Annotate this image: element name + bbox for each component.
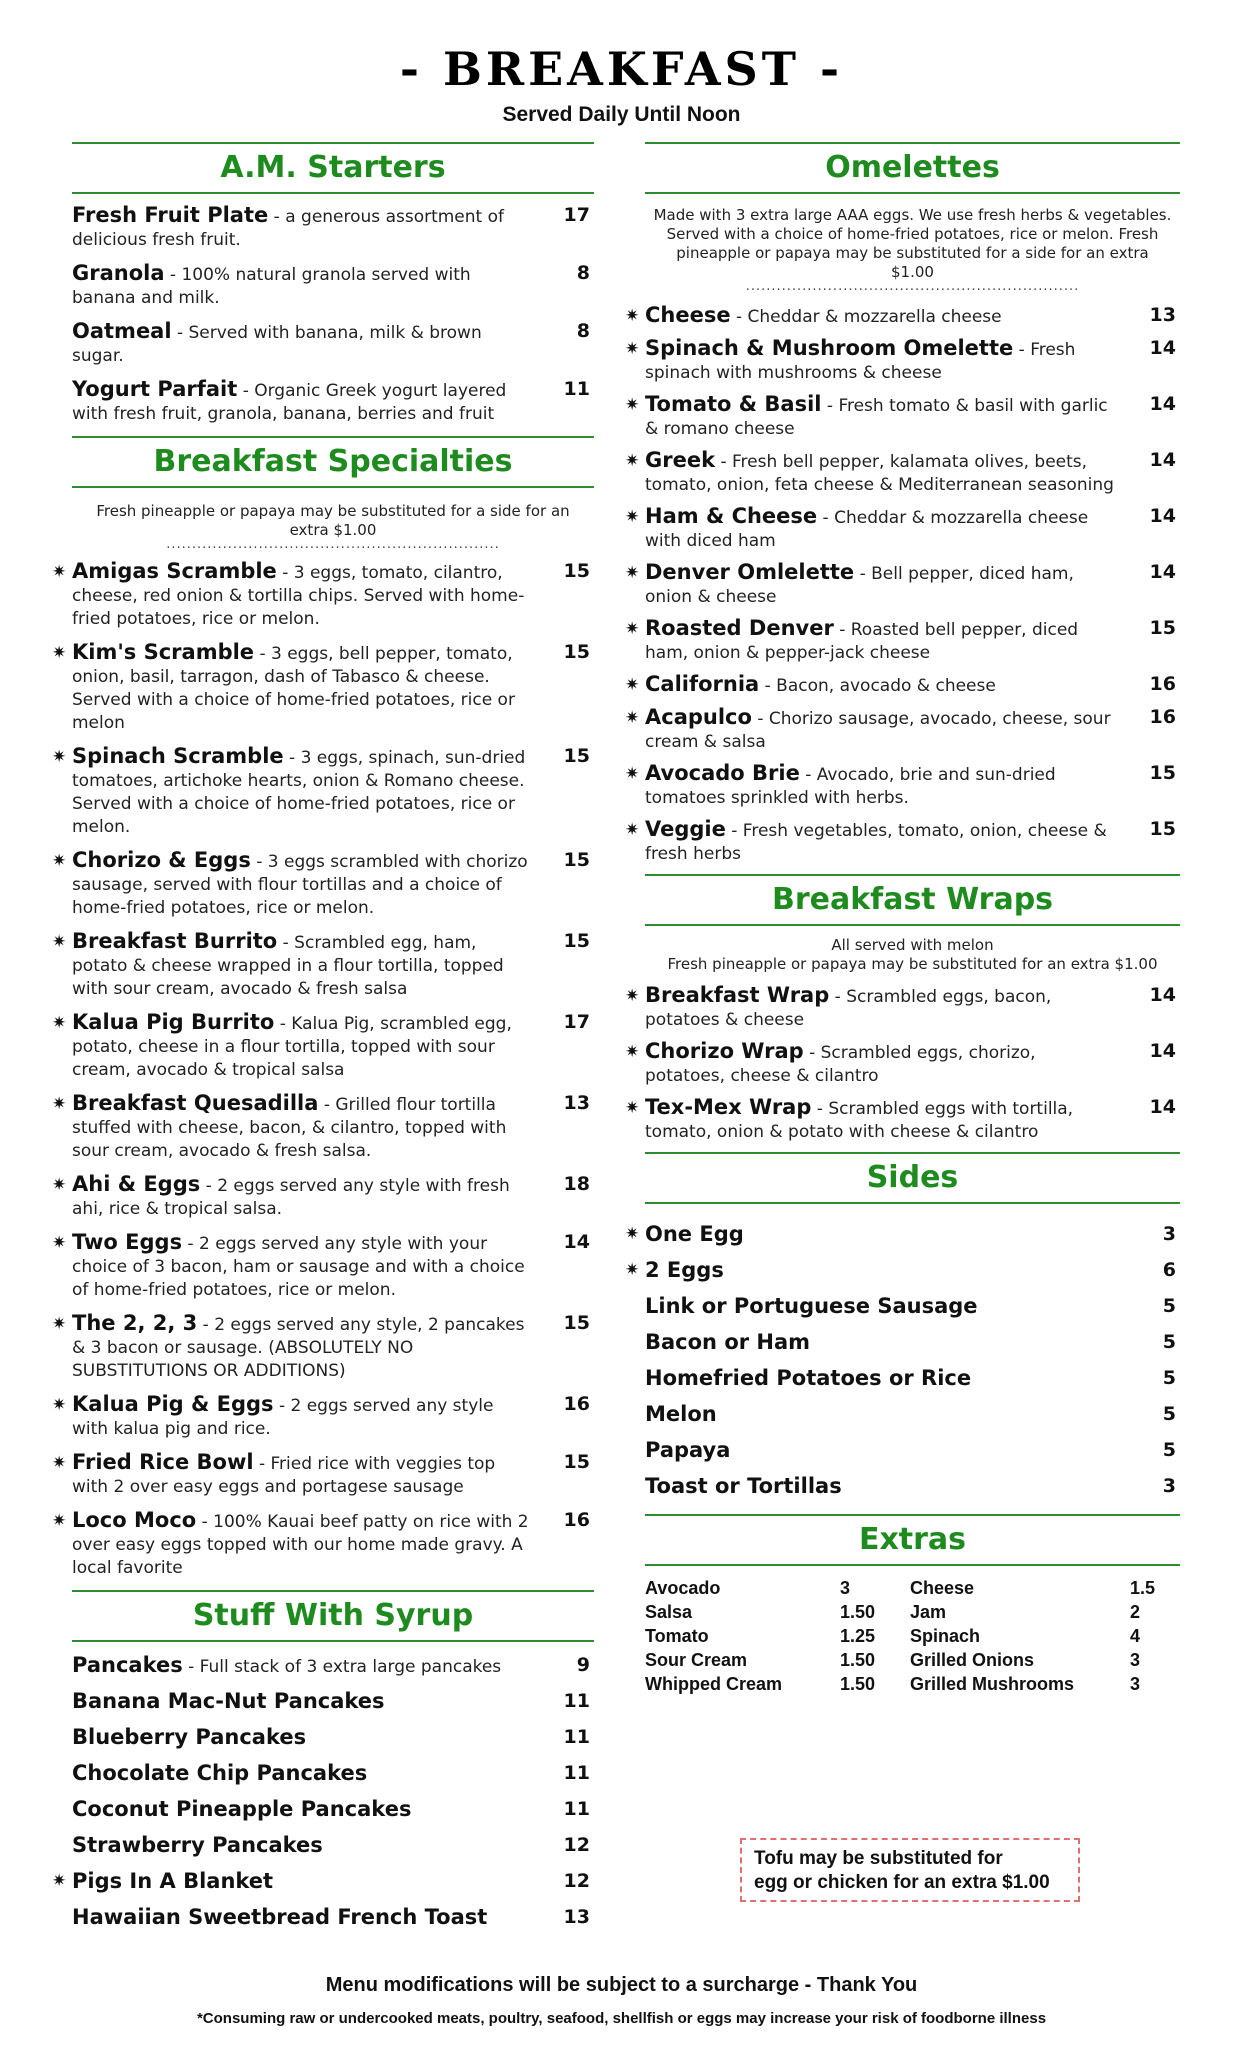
star-icon: ✷: [52, 1013, 67, 1033]
item-desc: - Fresh tomato & basil with garlic & romano cheese: [645, 396, 1108, 439]
extra-name: Salsa: [645, 1602, 693, 1622]
menu-item: [72, 378, 594, 426]
item-price: 15: [563, 849, 590, 871]
tofu-note-line: egg or chicken for an extra $1.00: [754, 1872, 1050, 1893]
item-desc: - Cheddar & mozzarella cheese with diced ham: [645, 508, 1089, 551]
omelettes-list: [625, 298, 1180, 866]
item-name: Acapulco: [645, 705, 752, 729]
menu-item: [625, 1216, 1180, 1252]
menu-item: [72, 262, 594, 310]
star-icon: ✷: [625, 339, 640, 359]
item-desc: - 100% natural granola served with banana and milk.: [72, 265, 471, 308]
item-price: 11: [563, 1690, 590, 1712]
item-price: 14: [563, 1231, 590, 1253]
item-price: 11: [563, 1798, 590, 1820]
star-icon: ✷: [625, 306, 640, 326]
extra-price: 2: [1130, 1602, 1141, 1622]
item-price: 13: [563, 1092, 590, 1114]
extra-name: Spinach: [910, 1626, 981, 1646]
item-price: 3: [1162, 1223, 1176, 1245]
item-price: 3: [1162, 1475, 1176, 1497]
health-warning: *Consuming raw or undercooked meats, poultry, seafood, shellfish or eggs may increase your risk of foodborne illness: [196, 2010, 1047, 2027]
wraps-note-1: All served with melon: [831, 936, 994, 954]
item-name: Granola: [72, 261, 165, 285]
extra-price: 1.50: [840, 1602, 876, 1622]
syrup-list: [52, 1642, 594, 1935]
item-price: 11: [563, 1762, 590, 1784]
star-icon: ✷: [625, 1098, 640, 1118]
item-name: 2 Eggs: [645, 1258, 724, 1282]
star-icon: ✷: [625, 708, 640, 728]
item-name: Cheese: [645, 303, 731, 327]
extra-price: 4: [1130, 1626, 1141, 1646]
item-name: Pancakes: [72, 1653, 183, 1677]
menu-item: [52, 1863, 594, 1899]
menu-item: [52, 640, 594, 735]
item-price: 5: [1162, 1403, 1176, 1425]
item-name: Roasted Denver: [645, 616, 834, 640]
item-name: Tomato & Basil: [645, 392, 822, 416]
item-desc: - 2 eggs served any style with kalua pig and rice.: [72, 1396, 494, 1439]
menu-item: [52, 929, 594, 1001]
item-name: Tex-Mex Wrap: [645, 1095, 812, 1119]
menu-item: [625, 616, 1180, 665]
item-desc: - Chorizo sausage, avocado, cheese, sour cream & salsa: [645, 709, 1111, 752]
wraps-list: [625, 974, 1180, 1144]
item-desc: - Bell pepper, diced ham, onion & cheese: [645, 564, 1074, 607]
item-desc: - Bacon, avocado & cheese: [759, 676, 996, 696]
extra-name: Whipped Cream: [645, 1674, 783, 1694]
star-icon: ✷: [625, 507, 640, 527]
menu-item: [52, 1508, 594, 1580]
specialties-list: [52, 556, 594, 1580]
item-name: Kalua Pig Burrito: [72, 1010, 275, 1034]
menu-subtitle: Served Daily Until Noon: [502, 103, 741, 126]
item-desc: - Cheddar & mozzarella cheese: [730, 307, 1002, 327]
item-price: 15: [563, 560, 590, 582]
item-price: 5: [1162, 1295, 1176, 1317]
dotted-divider: .................................................................: [745, 282, 1080, 292]
omelettes-heading: Omelettes: [645, 142, 1180, 194]
item-price: 14: [1149, 561, 1176, 583]
item-desc: - 2 eggs served any style with your choice of 3 bacon, ham or sausage and with a choice of home-fried potatoes, rice or melon.: [72, 1234, 525, 1300]
item-name: Chocolate Chip Pancakes: [72, 1761, 368, 1785]
extra-name: Sour Cream: [645, 1650, 748, 1670]
item-price: 5: [1162, 1331, 1176, 1353]
item-name: Veggie: [645, 817, 726, 841]
item-name: Ahi & Eggs: [72, 1172, 201, 1196]
extra-price: 3: [1130, 1650, 1141, 1670]
item-price: 17: [563, 1011, 590, 1033]
star-icon: ✷: [52, 747, 67, 767]
item-name: Denver Omlelette: [645, 560, 855, 584]
item-name: Breakfast Quesadilla: [72, 1091, 319, 1115]
item-price: 14: [1149, 393, 1176, 415]
item-price: 11: [563, 1726, 590, 1748]
star-icon: ✷: [625, 563, 640, 583]
omelettes-note: Made with 3 extra large AAA eggs. We use fresh herbs & vegetables. Served with a choice of home-fried potatoes, rice or melon. Fresh pineapple or papaya may be substituted for a side for an extra $1.00: [653, 206, 1172, 281]
right-column: [625, 142, 1180, 1696]
item-desc: - Scrambled eggs, chorizo, potatoes, cheese & cilantro: [645, 1043, 1036, 1086]
extra-price: 3: [1130, 1674, 1141, 1694]
item-price: 15: [563, 641, 590, 663]
menu-item: [625, 817, 1180, 866]
left-column: [52, 142, 594, 1935]
item-desc: - Fried rice with veggies top with 2 over easy eggs and portagese sausage: [72, 1454, 496, 1497]
item-desc: - Avocado, brie and sun-dried tomatoes sprinkled with herbs.: [645, 765, 1056, 808]
star-icon: ✷: [52, 1511, 67, 1531]
item-price: 14: [1149, 984, 1176, 1006]
menu-item: [72, 1827, 594, 1863]
item-name: Two Eggs: [72, 1230, 183, 1254]
menu-item: [52, 744, 594, 839]
item-name: Ham & Cheese: [645, 504, 818, 528]
item-price: 5: [1162, 1439, 1176, 1461]
item-desc: - 100% Kauai beef patty on rice with 2 over easy eggs topped with our home made gravy. A local favorite: [72, 1512, 529, 1578]
menu-item: [645, 1288, 1180, 1324]
item-price: 12: [563, 1870, 590, 1892]
menu-item: [645, 1432, 1180, 1468]
menu-item: [625, 1252, 1180, 1288]
item-name: Bacon or Ham: [645, 1330, 811, 1354]
item-name: Toast or Tortillas: [645, 1474, 842, 1498]
item-name: Papaya: [645, 1438, 731, 1462]
extra-price: 3: [840, 1578, 851, 1598]
menu-item: [52, 1010, 594, 1082]
item-name: Kim's Scramble: [72, 640, 255, 664]
item-price: 14: [1149, 337, 1176, 359]
menu-item: [645, 1360, 1180, 1396]
item-price: 18: [563, 1173, 590, 1195]
menu-item: [52, 1172, 594, 1221]
item-name: Spinach Scramble: [72, 744, 284, 768]
specialties-note: Fresh pineapple or papaya may be substituted for a side for an extra $1.00: [96, 502, 570, 539]
item-price: 15: [563, 745, 590, 767]
item-price: 14: [1149, 1040, 1176, 1062]
menu-item: [625, 1039, 1180, 1088]
item-desc: - 2 eggs served any style with fresh ahi, rice & tropical salsa.: [72, 1176, 510, 1219]
menu-item: [52, 1392, 594, 1441]
item-price: 16: [563, 1393, 590, 1415]
item-desc: - Full stack of 3 extra large pancakes: [182, 1657, 502, 1677]
item-desc: - Fresh vegetables, tomato, onion, cheese & fresh herbs: [645, 821, 1107, 864]
item-price: 17: [563, 204, 590, 226]
item-name: The 2, 2, 3: [72, 1311, 198, 1335]
item-price: 14: [1149, 505, 1176, 527]
menu-item: [52, 559, 594, 631]
item-name: Melon: [645, 1402, 717, 1426]
item-name: Spinach & Mushroom Omelette: [645, 336, 1014, 360]
item-price: 8: [576, 320, 590, 342]
item-desc: - Kalua Pig, scrambled egg, potato, cheese in a flour tortilla, topped with sour cream, avocado & tropical salsa: [72, 1014, 512, 1080]
menu-item: [625, 761, 1180, 810]
star-icon: ✷: [625, 820, 640, 840]
item-name: Strawberry Pancakes: [72, 1833, 323, 1857]
item-name: Greek: [645, 448, 716, 472]
item-price: 6: [1162, 1259, 1176, 1281]
item-price: 9: [576, 1654, 590, 1676]
star-icon: ✷: [52, 1395, 67, 1415]
star-icon: ✷: [625, 764, 640, 784]
menu-item: [625, 392, 1180, 441]
am-starters-list: [72, 194, 594, 426]
star-icon: ✷: [625, 986, 640, 1006]
item-desc: - Grilled flour tortilla stuffed with cheese, bacon, & cilantro, topped with sour cream, avocado & fresh salsa.: [72, 1095, 507, 1161]
item-price: 16: [1149, 673, 1176, 695]
item-price: 8: [576, 262, 590, 284]
menu-item: [52, 1091, 594, 1163]
item-desc: - 3 eggs scrambled with chorizo sausage, served with flour tortillas and a choice of home-fried potatoes, rice or melon.: [72, 852, 528, 918]
item-desc: - Organic Greek yogurt layered with fresh fruit, granola, banana, berries and fruit: [72, 381, 507, 424]
star-icon: ✷: [52, 643, 67, 663]
menu-item: [645, 1324, 1180, 1360]
item-name: Chorizo & Eggs: [72, 848, 251, 872]
item-price: 13: [563, 1906, 590, 1928]
syrup-heading: Stuff With Syrup: [72, 1590, 594, 1642]
item-price: 15: [563, 930, 590, 952]
item-price: 15: [563, 1451, 590, 1473]
item-desc: - Fresh bell pepper, kalamata olives, beets, tomato, onion, feta cheese & Mediterranean seasoning: [645, 452, 1114, 495]
wraps-note-2: Fresh pineapple or papaya may be substituted for an extra $1.00: [667, 955, 1158, 973]
extra-name: Cheese: [910, 1578, 975, 1598]
item-name: Fresh Fruit Plate: [72, 203, 269, 227]
item-price: 16: [1149, 706, 1176, 728]
item-name: Fried Rice Bowl: [72, 1450, 254, 1474]
menu-item: [645, 1396, 1180, 1432]
item-name: Yogurt Parfait: [72, 377, 238, 401]
menu-item: [52, 1311, 594, 1383]
menu-item: [72, 1899, 594, 1935]
item-name: Oatmeal: [72, 319, 172, 343]
extra-name: Avocado: [645, 1578, 721, 1598]
menu-item: [625, 336, 1180, 385]
item-price: 5: [1162, 1367, 1176, 1389]
menu-item: [625, 672, 1180, 698]
extra-name: Grilled Mushrooms: [910, 1674, 1075, 1694]
item-name: Hawaiian Sweetbread French Toast: [72, 1905, 488, 1929]
item-name: Chorizo Wrap: [645, 1039, 804, 1063]
star-icon: ✷: [52, 1871, 67, 1891]
item-desc: - 3 eggs, bell pepper, tomato, onion, basil, tarragon, dash of Tabasco & cheese. Served with a choice of home-fried potatoes, rice or melon: [72, 644, 515, 733]
extra-price: 1.50: [840, 1650, 876, 1670]
menu-title: - BREAKFAST -: [399, 42, 844, 96]
menu-item: [72, 1791, 594, 1827]
item-price: 14: [1149, 1096, 1176, 1118]
menu-item: [72, 320, 594, 368]
item-name: Amigas Scramble: [72, 559, 277, 583]
item-name: Kalua Pig & Eggs: [72, 1392, 274, 1416]
item-price: 14: [1149, 449, 1176, 471]
specialties-heading: Breakfast Specialties: [72, 436, 594, 488]
item-name: Avocado Brie: [645, 761, 800, 785]
item-price: 13: [1149, 304, 1176, 326]
menu-item: [72, 204, 594, 252]
extras-heading: Extras: [645, 1514, 1180, 1566]
surcharge-notice: Menu modifications will be subject to a surcharge - Thank You: [325, 1974, 918, 1996]
item-price: 11: [563, 378, 590, 400]
star-icon: ✷: [52, 1453, 67, 1473]
star-icon: ✷: [625, 675, 640, 695]
tofu-note-line: Tofu may be substituted for: [754, 1848, 1003, 1869]
menu-item: [52, 1450, 594, 1499]
star-icon: ✷: [625, 451, 640, 471]
item-desc: - Scrambled eggs, bacon, potatoes & cheese: [645, 987, 1052, 1030]
item-price: 15: [1149, 818, 1176, 840]
star-icon: ✷: [52, 1094, 67, 1114]
extra-name: Tomato: [645, 1626, 709, 1646]
am-starters-heading: A.M. Starters: [72, 142, 594, 194]
item-name: Breakfast Burrito: [72, 929, 278, 953]
item-name: Breakfast Wrap: [645, 983, 830, 1007]
extra-price: 1.50: [840, 1674, 876, 1694]
item-desc: - Roasted bell pepper, diced ham, onion & pepper-jack cheese: [645, 620, 1079, 663]
item-name: Pigs In A Blanket: [72, 1869, 274, 1893]
menu-item: [52, 848, 594, 920]
extras-grid: [645, 1566, 1180, 1696]
item-name: Banana Mac-Nut Pancakes: [72, 1689, 385, 1713]
item-name: Coconut Pineapple Pancakes: [72, 1797, 412, 1821]
menu-item: [625, 705, 1180, 754]
item-price: 15: [1149, 762, 1176, 784]
star-icon: ✷: [625, 619, 640, 639]
menu-item: [72, 1683, 594, 1719]
menu-item: [625, 560, 1180, 609]
item-name: Blueberry Pancakes: [72, 1725, 307, 1749]
extra-price: 1.5: [1130, 1578, 1156, 1598]
item-desc: - 3 eggs, tomato, cilantro, cheese, red onion & tortilla chips. Served with home-fried potatoes, rice or melon.: [72, 563, 525, 629]
menu-item: [645, 1468, 1180, 1504]
star-icon: ✷: [52, 562, 67, 582]
item-name: One Egg: [645, 1222, 744, 1246]
item-price: 16: [563, 1509, 590, 1531]
star-icon: ✷: [625, 1224, 640, 1244]
item-desc: - Fresh spinach with mushrooms & cheese: [645, 340, 1076, 383]
item-desc: - a generous assortment of delicious fresh fruit.: [72, 207, 504, 250]
item-desc: - 3 eggs, spinach, sun-dried tomatoes, artichoke hearts, onion & Romano cheese. Served with a choice of home-fried potatoes, rice or melon.: [72, 748, 526, 837]
star-icon: ✷: [625, 1260, 640, 1280]
dotted-divider: .................................................................: [166, 540, 500, 550]
star-icon: ✷: [52, 1314, 67, 1334]
extra-name: Grilled Onions: [910, 1650, 1035, 1670]
menu-item: [625, 303, 1180, 329]
extra-name: Jam: [910, 1602, 947, 1622]
item-name: Homefried Potatoes or Rice: [645, 1366, 972, 1390]
item-name: Loco Moco: [72, 1508, 197, 1532]
item-name: California: [645, 672, 760, 696]
tofu-note-box: [740, 1838, 1080, 1902]
extra-price: 1.25: [840, 1626, 876, 1646]
sides-heading: Sides: [645, 1152, 1180, 1204]
star-icon: ✷: [52, 932, 67, 952]
item-desc: - Served with banana, milk & brown sugar.: [72, 323, 482, 366]
item-desc: - Scrambled egg, ham, potato & cheese wrapped in a flour tortilla, topped with sour cream, avocado & fresh salsa: [72, 933, 504, 999]
item-desc: - Scrambled eggs with tortilla, tomato, onion & potato with cheese & cilantro: [645, 1099, 1074, 1142]
menu-item: [72, 1755, 594, 1791]
menu-item: [625, 504, 1180, 553]
sides-list: [625, 1204, 1180, 1504]
star-icon: ✷: [625, 395, 640, 415]
menu-item: [72, 1654, 594, 1679]
star-icon: ✷: [52, 1233, 67, 1253]
menu-item: [625, 448, 1180, 497]
item-price: 12: [563, 1834, 590, 1856]
star-icon: ✷: [52, 851, 67, 871]
wraps-heading: Breakfast Wraps: [645, 874, 1180, 926]
menu-item: [72, 1719, 594, 1755]
star-icon: ✷: [52, 1175, 67, 1195]
item-name: Link or Portuguese Sausage: [645, 1294, 978, 1318]
item-desc: - 2 eggs served any style, 2 pancakes & 3 bacon or sausage. (ABSOLUTELY NO SUBSTITUTIONS OR ADDITIONS): [72, 1315, 525, 1381]
menu-item: [625, 1095, 1180, 1144]
star-icon: ✷: [625, 1042, 640, 1062]
menu-item: [625, 983, 1180, 1032]
item-price: 15: [1149, 617, 1176, 639]
menu-item: [52, 1230, 594, 1302]
item-price: 15: [563, 1312, 590, 1334]
